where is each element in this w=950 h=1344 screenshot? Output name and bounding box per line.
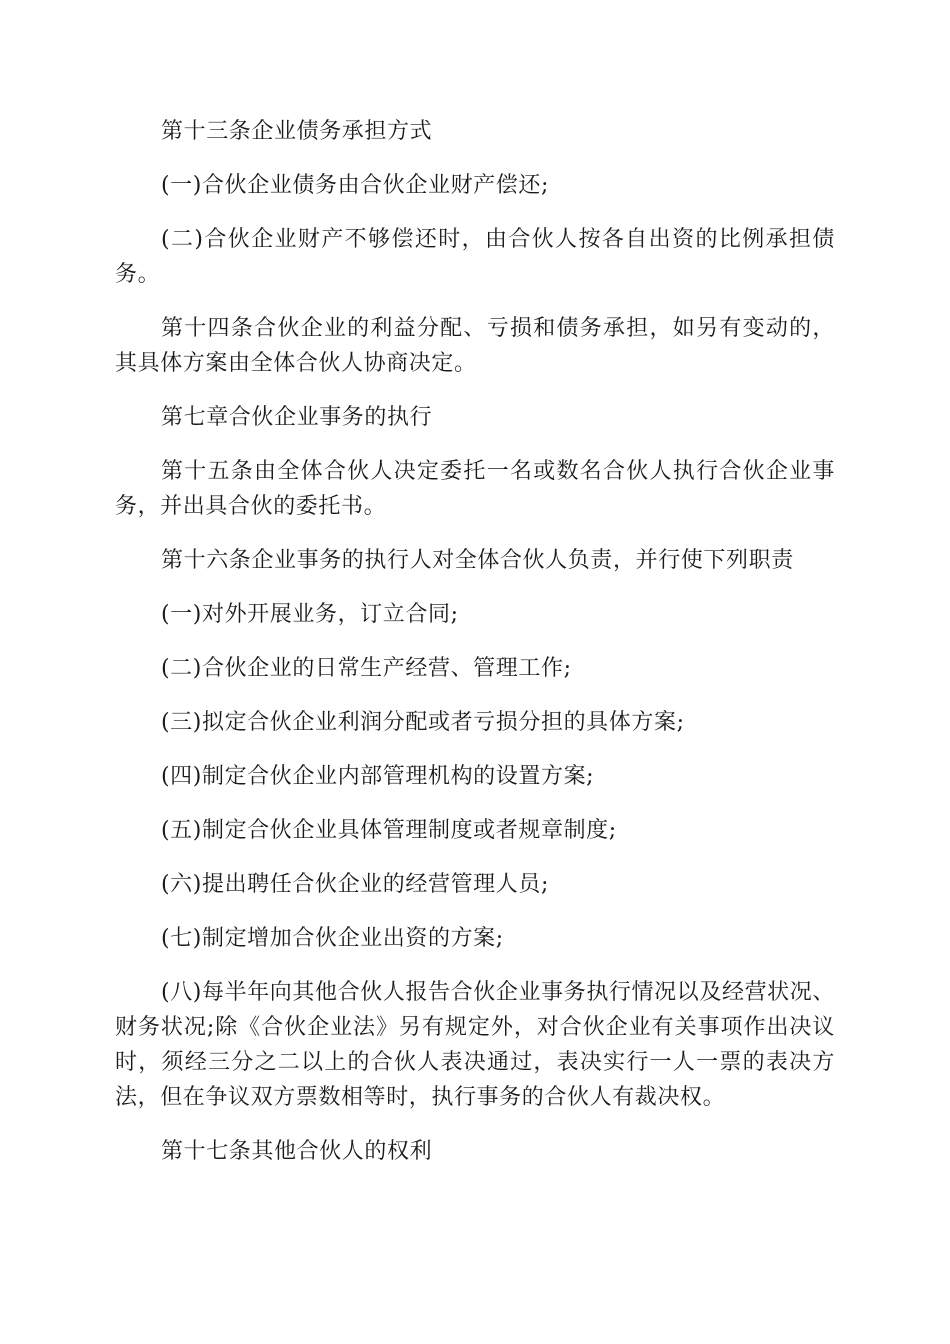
article-17-heading: 第十七条其他合伙人的权利 [161, 1139, 433, 1164]
article-16-item-6: (六)提出聘任合伙企业的经营管理人员; [161, 872, 549, 897]
article-16-item-1: (一)对外开展业务，订立合同; [161, 602, 459, 627]
article-13-item-1: (一)合伙企业债务由合伙企业财产偿还; [161, 173, 549, 198]
article-16-item-7: (七)制定增加合伙企业出资的方案; [161, 926, 504, 951]
article-16-item-5: (五)制定合伙企业具体管理制度或者规章制度; [161, 818, 617, 843]
article-16-item-4: (四)制定合伙企业内部管理机构的设置方案; [161, 764, 595, 789]
article-15: 第十五条由全体合伙人决定委托一名或数名合伙人执行合伙企业事务，并出具合伙的委托书。 [115, 459, 835, 519]
article-16-item-3: (三)拟定合伙企业利润分配或者亏损分担的具体方案; [161, 710, 685, 735]
article-14: 第十四条合伙企业的利益分配、亏损和债务承担，如另有变动的，其具体方案由全体合伙人协商决定。 [115, 316, 835, 376]
article-13-item-2: (二)合伙企业财产不够偿还时，由合伙人按各自出资的比例承担债务。 [115, 227, 835, 287]
article-16-item-8: (八)每半年向其他合伙人报告合伙企业事务执行情况以及经营状况、财务状况;除《合伙企业法》另有规定外，对合伙企业有关事项作出决议时，须经三分之二以上的合伙人表决通过，表决实行一人一票的表决方法，但在争议双方票数相等时，执行事务的合伙人有裁决权。 [115, 980, 835, 1110]
document-body [115, 114, 835, 1188]
article-16-item-2: (二)合伙企业的日常生产经营、管理工作; [161, 656, 572, 681]
article-13-heading: 第十三条企业债务承担方式 [161, 119, 433, 144]
article-16-heading: 第十六条企业事务的执行人对全体合伙人负责，并行使下列职责 [161, 548, 794, 573]
chapter-7-heading: 第七章合伙企业事务的执行 [161, 405, 433, 430]
